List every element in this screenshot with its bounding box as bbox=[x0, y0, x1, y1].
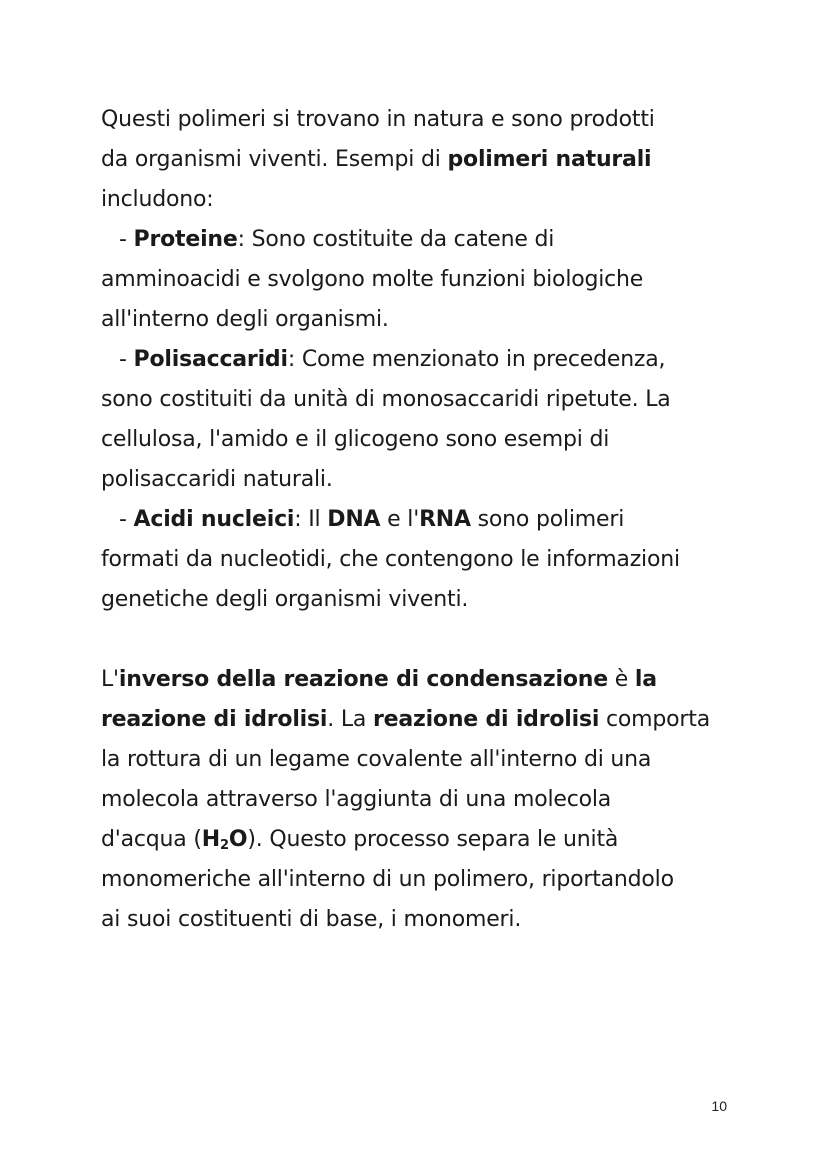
text-span: d'acqua ( bbox=[101, 827, 202, 852]
text-line bbox=[101, 580, 741, 620]
bold-term: inverso della reazione di condensazione bbox=[118, 667, 608, 692]
text-span: amminoacidi e svolgono molte funzioni biologiche bbox=[101, 267, 644, 292]
bullet-dash: - bbox=[119, 347, 134, 372]
bold-term: Acidi nucleici bbox=[133, 507, 295, 532]
text-line bbox=[101, 260, 741, 300]
list-item-proteine bbox=[101, 220, 741, 260]
text-line bbox=[101, 820, 741, 860]
water-formula-subscript: 2 bbox=[219, 838, 229, 853]
text-span: comporta bbox=[599, 707, 710, 732]
text-span: formati da nucleotidi, che contengono le informazioni bbox=[101, 547, 680, 572]
text-span: : Il bbox=[294, 507, 328, 532]
bold-term: Proteine bbox=[133, 227, 238, 252]
bold-term: Polisaccaridi bbox=[133, 347, 288, 372]
text-span: Questi polimeri si trovano in natura e sono prodotti bbox=[101, 107, 655, 132]
text-line bbox=[101, 780, 741, 820]
bold-term: reazione di idrolisi bbox=[372, 707, 600, 732]
text-span: sono polimeri bbox=[470, 507, 625, 532]
text-span: e l' bbox=[380, 507, 420, 532]
water-formula-o: O bbox=[228, 827, 248, 852]
bold-term: RNA bbox=[419, 507, 471, 532]
text-line bbox=[101, 540, 741, 580]
text-line bbox=[101, 180, 741, 220]
text-span: L' bbox=[101, 667, 119, 692]
paragraph-hydrolysis bbox=[101, 660, 741, 940]
bullet-dash: - bbox=[119, 227, 134, 252]
text-span: ). Questo processo separa le unità bbox=[247, 827, 619, 852]
text-line bbox=[101, 700, 741, 740]
page-number: 10 bbox=[711, 1098, 727, 1114]
text-span: molecola attraverso l'aggiunta di una molecola bbox=[101, 787, 612, 812]
text-line bbox=[101, 140, 741, 180]
text-span: la rottura di un legame covalente all'interno di una bbox=[101, 747, 652, 772]
text-line bbox=[101, 300, 741, 340]
bold-term: la bbox=[634, 667, 657, 692]
text-span: polisaccaridi naturali. bbox=[101, 467, 333, 492]
text-line bbox=[101, 860, 741, 900]
text-line bbox=[101, 420, 741, 460]
text-span: cellulosa, l'amido e il glicogeno sono esempi di bbox=[101, 427, 610, 452]
text-span: all'interno degli organismi. bbox=[101, 307, 389, 332]
list-item-polisaccaridi bbox=[101, 340, 741, 380]
text-span: è bbox=[607, 667, 635, 692]
text-line bbox=[101, 380, 741, 420]
paragraph-natural-polymers bbox=[101, 100, 741, 620]
text-span: monomeriche all'interno di un polimero, riportandolo bbox=[101, 867, 674, 892]
water-formula-h: H bbox=[201, 827, 220, 852]
text-span: da organismi viventi. Esempi di bbox=[101, 147, 448, 172]
list-item-acidi-nucleici bbox=[101, 500, 741, 540]
text-line bbox=[101, 460, 741, 500]
text-line bbox=[101, 660, 741, 700]
text-line bbox=[101, 900, 741, 940]
bold-term: reazione di idrolisi bbox=[101, 707, 328, 732]
bold-term: polimeri naturali bbox=[447, 147, 652, 172]
bullet-dash: - bbox=[119, 507, 134, 532]
bold-term: DNA bbox=[327, 507, 381, 532]
text-span: includono: bbox=[101, 187, 214, 212]
text-line bbox=[101, 100, 741, 140]
text-span: : Sono costituite da catene di bbox=[237, 227, 555, 252]
text-span: ai suoi costituenti di base, i monomeri. bbox=[101, 907, 522, 932]
text-span: genetiche degli organismi viventi. bbox=[101, 587, 469, 612]
text-span: . La bbox=[327, 707, 373, 732]
text-span: : Come menzionato in precedenza, bbox=[287, 347, 666, 372]
text-span: sono costituiti da unità di monosaccaridi ripetute. La bbox=[101, 387, 671, 412]
text-line bbox=[101, 740, 741, 780]
